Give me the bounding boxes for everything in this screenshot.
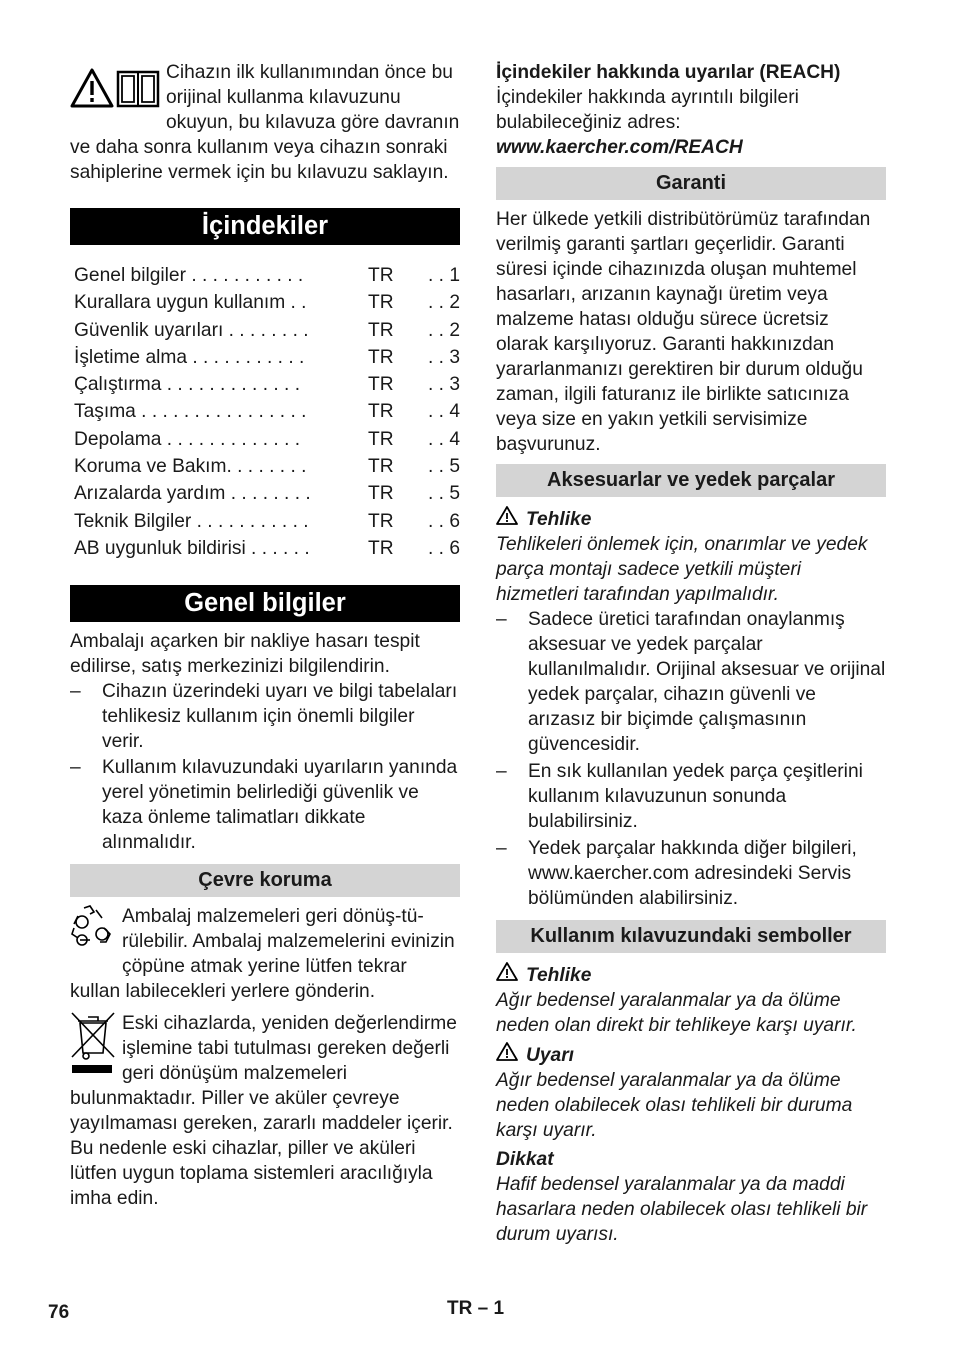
intro-block	[70, 58, 460, 185]
toc-title: Depolama . . . . . . . . . . . . .	[74, 428, 301, 450]
toc-title: Koruma ve Bakım. . . . . . . .	[74, 456, 307, 478]
toc-page: . . 3	[428, 346, 460, 368]
intro-text: Cihazın ilk kullanımından önce bu orijinal kullanma kılavuzunu okuyun, bu kılavuza göre davranın ve daha sonra kullanım veya cihazın sonraki sahiplerine vermek için bu kılavuzu saklayın.	[70, 62, 460, 183]
toc-lang: TR	[368, 292, 394, 314]
cevre-heading: Çevre koruma	[70, 864, 460, 897]
list-item: – Cihazın üzerindeki uyarı ve bilgi tabelaları tehlikesiz kullanım için önemli bilgiler verir.	[70, 679, 460, 754]
toc-row	[74, 344, 460, 371]
right-column	[496, 58, 886, 1247]
crossed-bin-icon	[70, 1011, 116, 1082]
toc-lang: TR	[368, 265, 394, 286]
aksesuar-warning-label: Tehlike	[526, 508, 592, 530]
toc-title: Teknik Bilgiler . . . . . . . . . . .	[74, 510, 309, 532]
toc-title: Genel bilgiler . . . . . . . . . . .	[74, 265, 304, 286]
genel-heading: Genel bilgiler	[70, 585, 460, 622]
toc-lang: TR	[368, 346, 394, 368]
uyari-label: Uyarı	[526, 1044, 574, 1066]
tehlike-label: Tehlike	[526, 964, 592, 986]
reach-title: İçindekiler hakkında uyarılar (REACH)	[496, 62, 841, 83]
toc-row	[74, 480, 460, 507]
toc-lang: TR	[368, 428, 394, 450]
aksesuar-warning-text: Tehlikeleri önlemek için, onarımlar ve yedek parça montajı sadece yetkili müşteri hizmetleri tarafından yapılmalıdır.	[496, 534, 868, 605]
toc-row	[74, 453, 460, 480]
list-item: – Kullanım kılavuzundaki uyarıların yanında yerel yönetimin belirlediği güvenlik ve kaza önleme talimatları dikkate alınmalıdır.	[70, 755, 460, 855]
genel-list	[70, 679, 460, 855]
toc-lang: TR	[368, 510, 394, 532]
aksesuar-warning-head	[496, 506, 886, 532]
list-item: – Sadece üretici tarafından onaylanmış aksesuar ve yedek parçalar kullanılmalıdır. Orijinal aksesuar ve orijinal yedek parçalar, cihazın güvenli ve arızasız bir biçimde çalışmasının güvencesidir.	[496, 607, 886, 757]
list-item: – Yedek parçalar hakkında diğer bilgileri, www.kaercher.com adresindeki Servis bölümünden alabilirsiniz.	[496, 836, 886, 911]
garanti-heading: Garanti	[496, 167, 886, 200]
recycle-icon	[70, 904, 116, 955]
toc-table	[74, 262, 460, 562]
warning-icon	[496, 1042, 518, 1068]
toc-row	[74, 535, 460, 562]
toc-title: AB uygunluk bildirisi . . . . . .	[74, 537, 310, 559]
toc-heading: İçindekiler	[70, 208, 460, 245]
toc-title: Taşıma . . . . . . . . . . . . . . . .	[74, 401, 307, 423]
semboller-heading: Kullanım kılavuzundaki semboller	[496, 920, 886, 953]
aksesuar-list	[496, 607, 886, 911]
warning-icon	[496, 962, 518, 988]
toc-lang: TR	[368, 456, 394, 478]
toc-lang: TR	[368, 483, 394, 505]
dikkat-label: Dikkat	[496, 1149, 554, 1170]
recycle-block	[70, 904, 460, 1004]
garanti-text: Her ülkede yetkili distribütörümüz tarafından verilmiş garanti şartları geçerlidir. Garanti süresi içinde cihazınızda oluşan muhtemel hasarları, arızanın kaynağı üretim veya malzeme hatası olduğu sürece ücretsiz olarak karşılıyoruz. Garanti hakkınızdan yararlanmanızı gerektiren bir durum olduğu zaman, ilgili faturanız ile birlikte satıcınıza veya size en yakın yetkili servisimize başvurunuz.	[496, 209, 871, 455]
toc-title: Kurallara uygun kullanım . .	[74, 292, 307, 314]
aksesuar-heading: Aksesuarlar ve yedek parçalar	[496, 464, 886, 497]
toc-page: . . 6	[428, 510, 460, 532]
toc-title: Güvenlik uyarıları . . . . . . . .	[74, 319, 309, 341]
genel-text: Ambalajı açarken bir nakliye hasarı tespit edilirse, satış merkezinizi bilgilendirin.	[70, 631, 420, 678]
toc-page: . . 2	[428, 319, 460, 341]
warning-manual-icon	[70, 66, 164, 112]
list-item: – En sık kullanılan yedek parça çeşitlerini kullanım kılavuzunun sonunda bulabilirsiniz.	[496, 759, 886, 834]
toc-row	[74, 398, 460, 425]
weee-block	[70, 1011, 460, 1211]
toc-page: . . 2	[428, 292, 460, 314]
toc-lang: TR	[368, 374, 394, 396]
toc-page: . . 3	[428, 374, 460, 396]
reach-link[interactable]: www.kaercher.com/REACH	[496, 137, 743, 158]
reach-text: İçindekiler hakkında ayrıntılı bilgileri bulabileceğiniz adres:	[496, 87, 799, 133]
lang-page-indicator: TR – 1	[447, 1298, 505, 1319]
toc-row	[74, 426, 460, 453]
toc-page: . . 4	[428, 401, 460, 423]
toc-lang: TR	[368, 537, 394, 559]
toc-row	[74, 262, 460, 289]
toc-page: . . 5	[428, 483, 460, 505]
toc-lang: TR	[368, 319, 394, 341]
toc-lang: TR	[368, 401, 394, 423]
recycle-text: Ambalaj malzemeleri geri dönüş-tü-rülebilir. Ambalaj malzemelerini evinizin çöpüne atmak yerine lütfen tekrar kullan labilecekleri yerlere gönderin.	[70, 906, 455, 1003]
toc-title: İşletime alma . . . . . . . . . . .	[74, 346, 305, 368]
toc-title: Çalıştırma . . . . . . . . . . . . .	[74, 374, 301, 396]
toc-page: . . 6	[428, 537, 460, 559]
left-column	[70, 58, 460, 1211]
toc-row	[74, 371, 460, 398]
tehlike-text: Ağır bedensel yaralanmalar ya da ölüme neden olan direkt bir tehlikeye karşı uyarır.	[496, 990, 857, 1036]
toc-row	[74, 317, 460, 344]
uyari-head	[496, 1042, 886, 1068]
weee-text: Eski cihazlarda, yeniden değerlendirme işlemine tabi tutulması gereken değerli geri dönüşüm malzemeleri bulunmaktadır. Piller ve aküler çevreye yayılmaması gereken, zararlı maddeler içerir. Bu nedenle eski cihazlar, piller ve aküleri lütfen uygun toplama sistemleri aracılığıyla imha edin.	[70, 1013, 457, 1210]
tehlike-head	[496, 962, 886, 988]
toc-title: Arızalarda yardım . . . . . . . .	[74, 483, 311, 505]
warning-icon	[496, 506, 518, 532]
uyari-text: Ağır bedensel yaralanmalar ya da ölüme neden olabilecek olası tehlikeli bir duruma karşı uyarır.	[496, 1070, 853, 1141]
toc-row	[74, 508, 460, 535]
page-number: 76	[48, 1302, 70, 1323]
toc-page: . . 4	[428, 428, 460, 450]
dikkat-text: Hafif bedensel yaralanmalar ya da maddi hasarlara neden olabilecek olası tehlikeli bir durum uyarısı.	[496, 1174, 868, 1245]
toc-page: . . 5	[428, 456, 460, 478]
toc-page: . . 1	[428, 265, 460, 286]
toc-row	[74, 289, 460, 316]
